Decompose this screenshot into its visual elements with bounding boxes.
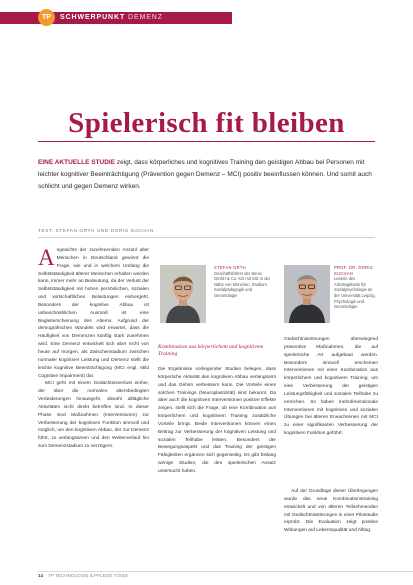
article-title: Spielerisch fit bleiben [68,107,345,140]
author-description: Leiterin des Arbeitsgebiets für Sozialpsychologie an der Universität Leipzig, Psychologie und Gerontologie [334,276,376,310]
article-intro [38,157,378,192]
drop-cap: A [38,245,55,270]
body-column-1 [38,247,149,451]
author-name: PROF. DR. DORIS SUCHAN [334,265,373,276]
section-name: SCHWERPUNKT [60,13,126,21]
body-paragraph: MCI geht mit einem Gedächtnisverlust einher, der über die normalen altersbedingten Veränderungen hinausgeht, obwohl alltägliche Aktivitäten nicht direkt betroffen sind. In dieser Phase sind Maßnahmen (Interventionen) zur Verbesserung der kognitiven Funktion sinnvoll und möglich, um den kognitiven Abbau, der zur Demenz führt, zu verlangsamen und den Weiterverlauf hin zum Demenzstadium zu verzögern. [38,381,149,450]
author-photo-stefan-grth [160,265,206,323]
author-portrait-image [284,265,330,323]
intro-text: zeigt, dass körperliches und kognitives Training den geistigen Abbau bei Personen mit leichter kognitiver Beeinträchtigung (Prävention gegen Demenz – MCI) positiv beeinflussen können. Und somit auch schlicht und gegen Demenz wirken. [38,159,372,190]
page-number: 14 [38,573,44,578]
author-portrait-image [160,265,206,323]
body-column-2: Die Ergebnisse vorliegender Studien belegen, dass körperliche Aktivität den kognitiven Abbau verlangsamt und das Gehirn verbessern kann. Die Vorteile eines solchen Trainings (Neuroplastizität) sind bekannt. Da aber auch die kognitiven Interventionen positive Effekte zeigen, stellt sich die Frage, ob eine Kombination aus körperlichem und kognitivem Training zusätzliche Vorteile bringt. Beide Interventionen können einen Beitrag zur Verbesserung der kognitiven Leistung und sozialen Teilhabe leisten. Besonders der Bewegungsaspekt und das Training der geistigen Fähigkeiten ergänzen sich gegenseitig. Es gibt bislang wenige Studien, die den spielerischen Ansatz untersucht haben. [158,367,276,474]
subsection-name: DEMENZ [127,13,163,21]
publication-name: TP TECHNOLOGIE & PFLEGE 7/2019 [48,573,128,578]
subheading: Kombination aus körperlichem und kognitivem Training [158,344,264,357]
section-header [60,14,163,21]
footer-divider [38,571,413,572]
author-credits: TEXT: STEFAN GRTH UND DORIS SUCHAN [38,228,154,233]
intro-lead: EINE AKTUELLE STUDIE [38,159,116,166]
page-footer [38,573,128,578]
body-column-3-continued: Auf der Grundlage dieser Überlegungen wurde das neue Kombinationstraining entwickelt und von älteren Teilnehmenden mit Gedächtnisstörungen in einer Pilotstudie erprobt. Die Evaluation zeigt positive Wirkungen auf Lebensqualität und Alltag. [284,489,378,534]
author-photo-doris-suchan [284,265,330,323]
author-name: STEFAN GRTH [214,265,246,270]
body-column-3: Gedächtnisstörungen überwiegend präventive Maßnahmen, die auf spielerische Art aufgebaut werden. Besonders sinnvoll erscheinen Interventionen mit einer Kombination aus körperlichem und kognitivem Training, um eine Verbesserung der geistigen Leistungsfähigkeit und sozialen Teilhabe zu erreichen. So haben mehrdimensionale Interventionen mit kognitiven und sozialen Übungen bei älteren Erwachsenen mit MCI zu einer signifikanten Verbesserung der kognitiven Funktion geführt. [284,337,378,437]
magazine-logo-badge: TP [38,9,55,26]
title-divider [38,141,375,142]
paragraph-text: ngesichts der zunehmenden Anzahl alter Menschen in Deutschland gewinnt die Frage, wie und in welchem Umfang die Selbstständigkeit älterer Menschen erhalten werden kann, immer mehr an Bedeutung, da der Verlust der Selbstständigkeit mit hohen persönlichen, sozialen und wirtschaftlichen Belastungen einhergeht. Besonders der kognitive Abbau ist unbeschreiblichen Ausmaß ist eine Begleiterscheinung des Alterns. Aufgrund der demografischen Wandels wird erwartet, dass die Häufigkeit von Demenzen künftig stark zunehmen wird. Eine Demenz entwickelt sich aber nicht von heute auf morgen, als Zwischenstadium zwischen normaler kognitiver Leistung und Demenz stellt die leichte kognitive Beeinträchtigung (MCI engl. Mild Cognitive Impairment) dar. [38,248,149,379]
credits-divider [38,237,375,238]
author-bio-stefan-grth [214,265,272,299]
author-bio-doris-suchan [334,265,378,310]
author-description: Geschäftsführer der Senio GmbH & Co. KG mit Sitz in der Nähe von München, Studium Sozialpädagogik und Gerontologie [214,270,271,298]
body-paragraph [38,247,149,380]
